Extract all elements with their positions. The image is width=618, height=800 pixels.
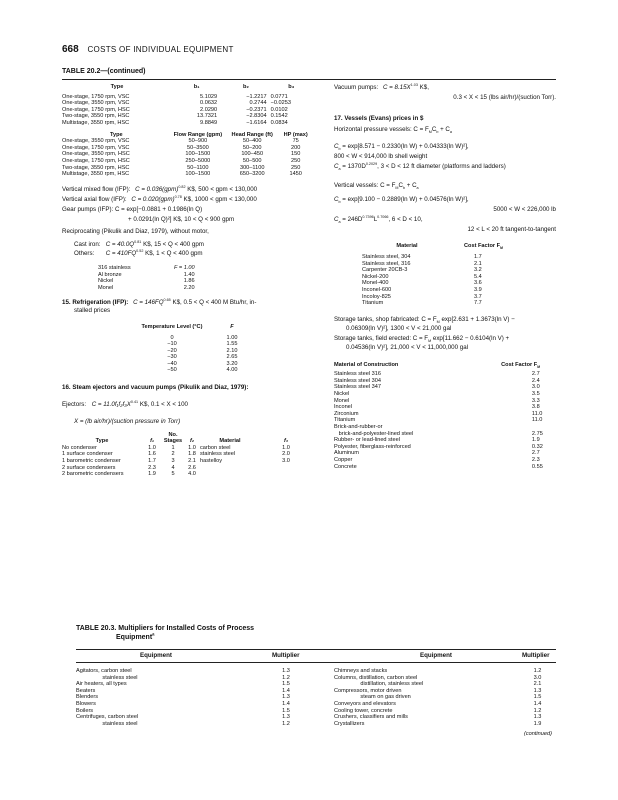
col-header: Material of Construction bbox=[334, 361, 399, 368]
col-header: b₃ bbox=[288, 84, 295, 90]
table-row: −50 4.00 bbox=[167, 367, 238, 374]
table-row: One-stage, 3550 rpm, VSC 0.0632 0.2744 −0.0253 bbox=[62, 100, 292, 107]
weight-range-1: 800 < W < 914,000 lb shell weight bbox=[334, 153, 428, 161]
vacuum-range: 0.3 < X < 15 (lbs air/hr)/(suction Torr). bbox=[453, 94, 556, 102]
ejector-factor-table bbox=[62, 432, 312, 478]
table-203-left bbox=[76, 668, 306, 727]
table-row: Stainless steel 347 3.0 bbox=[334, 384, 540, 391]
table-row: No condenser 1.0 1 1.0 carbon steel 1.0 bbox=[62, 444, 290, 451]
pump-range-table bbox=[62, 132, 312, 178]
table-row: One-stage, 1750 rpm, VSC 5.1029 −1.2217 0.0771 bbox=[62, 93, 288, 100]
col-header: Temperature Level (°C) bbox=[141, 323, 203, 330]
running-title: COSTS OF INDIVIDUAL EQUIPMENT bbox=[87, 45, 234, 54]
table-row: Cooling tower, concrete 1.2 bbox=[334, 707, 542, 714]
right-column bbox=[334, 84, 556, 470]
continued-note: (continued) bbox=[524, 731, 552, 737]
table-row: Multistage, 3550 rpm, HSC 9.8849 −1.6164 0.0834 bbox=[62, 119, 288, 126]
page-number: 668 bbox=[62, 44, 79, 55]
table-row: Centrifuges, carbon steel 1.3 bbox=[76, 714, 290, 721]
pump-b-table bbox=[62, 84, 312, 127]
table-row: Stainless steel 316 2.7 bbox=[334, 371, 540, 378]
table-203-title: TABLE 20.3. Multipliers for Installed Costs of Process Equipment$^a$ bbox=[76, 625, 255, 641]
ca-horizontal-line: $C_a = 1370D^{0.2029}$, 3 < D < 12 ft diameter (platforms and ladders) bbox=[334, 162, 506, 172]
storage-tanks-shop-2: 0.06309(ln V)²], 1300 < V < 21,000 gal bbox=[346, 324, 452, 332]
table-row: 0 1.00 bbox=[170, 334, 238, 341]
storage-tanks-field-2: 0.04536(ln V)²], 21,000 < V < 11,000,000 gal bbox=[346, 344, 469, 352]
table-row: 2 surface condensers 2.3 4 2.6 bbox=[62, 464, 196, 471]
refrigeration-line-2: stalled prices bbox=[74, 306, 111, 314]
col-header: F bbox=[230, 323, 234, 330]
col-header: Material bbox=[219, 438, 241, 445]
table-row: distillation, stainless steel 2.1 bbox=[334, 681, 542, 688]
col-header-multiplier-right: Multiplier bbox=[522, 652, 550, 659]
table-row: Carpenter 20CB-3 3.2 bbox=[362, 267, 482, 274]
table-row: Stainless steel, 316 2.1 bbox=[362, 260, 482, 267]
vessel-material-table bbox=[362, 243, 503, 306]
table-row: One-stage, 1750 rpm, HSC 2.0290 −0.2371 0.0102 bbox=[62, 106, 288, 113]
cast-iron-line: Cast iron: $C = 40.0Q^{0.81}$ K$, 15 < Q < 400 gpm bbox=[74, 239, 204, 248]
table-row: Nickel 3.5 bbox=[334, 390, 540, 397]
table-row: Zirconium 11.0 bbox=[334, 410, 543, 417]
col-header: HP (max) bbox=[283, 131, 308, 138]
horizontal-vessels-line: Horizontal pressure vessels: $C = F_MC_b + C_a$ bbox=[334, 125, 452, 134]
page-header bbox=[62, 44, 234, 55]
table-row: Two-stage, 3550 rpm, HSC 50–1100 300–1100 250 bbox=[62, 164, 301, 171]
reciprocating-line: Reciprocating (Pikulik and Diaz, 1979), without motor, bbox=[62, 227, 209, 235]
table-row: Chimneys and stacks 1.2 bbox=[334, 668, 542, 674]
table-row: Brick-and-rubber-or bbox=[334, 423, 383, 430]
table-row: steam on gas driven 1.5 bbox=[334, 694, 542, 701]
table-row: 1 barometric condenser 1.7 3 2.1 hastelloy 3.0 bbox=[62, 458, 290, 465]
table-title: TABLE 20.2—(continued) bbox=[62, 68, 146, 75]
table-row: One-stage, 3550 rpm, VSC 50–900 50–400 75 bbox=[62, 138, 299, 145]
materials-factor-table bbox=[98, 265, 195, 291]
table-row: Incoloy-825 3.7 bbox=[362, 293, 482, 300]
storage-tanks-field: Storage tanks, field erected: $C = F_M$ exp[11.662 − 0.6104(ln V) + bbox=[334, 335, 510, 344]
col-header: Head Range (ft) bbox=[231, 131, 273, 138]
gear-pumps-line: Gear pumps (IFP): C = exp[−0.0881 + 0.1986(ln Q) bbox=[62, 206, 203, 214]
table-row: Two-stage, 3550 rpm, HSC 13.7321 −2.8304 0.1542 bbox=[62, 113, 288, 120]
table-row: brick-and-polyester-lined steel 2.75 bbox=[334, 430, 543, 437]
table-row: stainless steel 1.2 bbox=[76, 674, 290, 681]
col-header: Type bbox=[95, 438, 109, 445]
table-203-right bbox=[334, 668, 556, 727]
vacuum-pumps-line: Vacuum pumps: $C = 8.15X^{1.03}$ K$, bbox=[334, 82, 429, 91]
table-row: Aluminum 2.7 bbox=[334, 450, 540, 457]
table-row: Compressors, motor driven 1.3 bbox=[334, 687, 542, 694]
table-row: Conveyors and elevators 1.4 bbox=[334, 700, 542, 707]
table-203-rule-top bbox=[76, 649, 556, 650]
table-row: Titanium 7.7 bbox=[362, 300, 482, 307]
x-definition: X = (lb air/hr)/(suction pressure in Torr) bbox=[74, 418, 181, 426]
length-range: 12 < L < 20 ft tangent-to-tangent bbox=[467, 226, 556, 234]
table-row: 2 barometric condensers 1.9 5 4.0 bbox=[62, 471, 196, 478]
left-column bbox=[62, 84, 312, 478]
ca-vertical-line: $C_a = 246D^{0.7396}L^{0.7066}$, 6 < D < 10, bbox=[334, 214, 423, 225]
table-row: Monel 3.3 bbox=[334, 397, 540, 404]
table-row: Boilers 1.5 bbox=[76, 707, 290, 714]
col-header: b₁ bbox=[193, 84, 200, 90]
col-header: f₂ bbox=[190, 438, 194, 445]
gear-pumps-line-2: + 0.0291(ln Q)²] K$, 10 < Q < 900 gpm bbox=[128, 216, 235, 224]
vertical-vessels-line: Vertical vessels: $C = F_MC_b + C_a$ bbox=[334, 182, 419, 191]
top-rule bbox=[62, 79, 556, 80]
col-header: b₂ bbox=[242, 84, 249, 90]
col-header: Material bbox=[396, 243, 418, 250]
table-row: Concrete 0.55 bbox=[334, 463, 543, 470]
col-header: Flow Range (gpm) bbox=[173, 131, 223, 138]
storage-tanks-shop: Storage tanks, shop fabricated: $C = F_M$ exp[2.631 + 1.3673(ln V) − bbox=[334, 315, 515, 325]
table-row: Al bronze 1.40 bbox=[98, 271, 195, 278]
table-row: −30 2.65 bbox=[167, 354, 238, 361]
table-row: −40 3.20 bbox=[167, 360, 238, 367]
table-row: One-stage, 3550 rpm, HSC 100–1500 100–450 150 bbox=[62, 151, 301, 158]
table-row: Monel 2.20 bbox=[98, 284, 195, 291]
table-row: Nickel-200 5.4 bbox=[362, 273, 482, 280]
axial-flow-line: Vertical axial flow (IFP): C = 0.020(gpm)$^{0.78}$ K$, 1000 < gpm < 130,000 bbox=[62, 194, 257, 203]
ejectors-line: Ejectors: $C = 11.0f_1f_2f_3X^{0.41}$ K$, 0.1 < X < 100 bbox=[62, 400, 188, 409]
cb-vertical-line: $C_b = \exp[9.100 - 0.2889(\ln$ W) + 0.04576(ln W)²], bbox=[334, 195, 469, 204]
table-row: Inconel 3.8 bbox=[334, 404, 540, 411]
table-row: Crystallizers 1.9 bbox=[334, 720, 542, 727]
table-row: Blowers 1.4 bbox=[76, 700, 290, 707]
table-row: Agitators, carbon steel 1.3 bbox=[76, 668, 290, 674]
table-row: Blenders 1.3 bbox=[76, 694, 290, 701]
col-header: No. Stages bbox=[163, 431, 183, 445]
col-header-equipment-right: Equipment bbox=[420, 652, 452, 659]
weight-range-2: 5000 < W < 226,000 lb bbox=[493, 205, 556, 213]
col-header-multiplier-left: Multiplier bbox=[272, 652, 300, 659]
table-row: Rubber- or lead-lined steel 1.9 bbox=[334, 437, 540, 444]
col-header: Cost Factor $F_M$ bbox=[464, 243, 503, 251]
col-header: Type bbox=[110, 131, 123, 138]
col-header: f₁ bbox=[150, 438, 154, 445]
table-row: Stainless steel 304 2.4 bbox=[334, 377, 540, 384]
table-row: Nickel 1.86 bbox=[98, 278, 195, 285]
cb-horizontal-line: $C_b = \exp[8.571 - 0.2330(\ln$ W) + 0.04333(ln W)²], bbox=[334, 142, 469, 152]
table-row: stainless steel 1.2 bbox=[76, 720, 290, 727]
table-row: Air heaters, all types 1.5 bbox=[76, 681, 290, 688]
temperature-table bbox=[132, 324, 252, 374]
table-row: 1 surface condenser 1.6 2 1.8 stainless steel 2.0 bbox=[62, 451, 290, 458]
table-row: Titanium 11.0 bbox=[334, 417, 543, 424]
table-row: Monel-400 3.6 bbox=[362, 280, 482, 287]
table-row: 316 stainless F = 1.00 bbox=[98, 265, 195, 272]
steam-ejectors-title: 16. Steam ejectors and vacuum pumps (Pikulik and Diaz, 1979): bbox=[62, 384, 249, 392]
table-row: Crushers, classifiers and mills 1.3 bbox=[334, 714, 542, 721]
refrigeration-line: 15. Refrigeration (IFP): $C = 146FQ^{0.65}$ K$, 0.5 < Q < 400 M Btu/hr, in- bbox=[62, 297, 257, 306]
construction-material-table bbox=[334, 362, 556, 471]
table-row: Multistage, 3550 rpm, HSC 100–1500 650–3200 1450 bbox=[62, 171, 302, 178]
table-row: Stainless steel, 304 1.7 bbox=[362, 254, 482, 261]
col-header-equipment-left: Equipment bbox=[140, 652, 172, 659]
table-row: Copper 2.3 bbox=[334, 456, 540, 463]
vessels-title: 17. Vessels (Evans) prices in $ bbox=[334, 115, 424, 123]
table-row: −10 1.55 bbox=[167, 341, 238, 348]
table-row: Polyester, fiberglass-reinforced 0.32 bbox=[334, 443, 543, 450]
table-row: −20 2.10 bbox=[167, 347, 238, 354]
table-row: Inconel-600 3.9 bbox=[362, 287, 482, 293]
col-header: Type bbox=[110, 84, 124, 90]
table-row: Beaters 1.4 bbox=[76, 687, 290, 694]
table-row: Columns, distillation, carbon steel 3.0 bbox=[334, 674, 542, 681]
others-line: Others: $C = 410FQ^{0.52}$ K$, 1 < Q < 400 gpm bbox=[74, 248, 203, 257]
table-row: One-stage, 1750 rpm, VSC 50–3500 50–200 200 bbox=[62, 144, 301, 151]
mixed-flow-line: Vertical mixed flow (IFP): C = 0.036(gpm)$^{0.82}$ K$, 500 < gpm < 130,000 bbox=[62, 184, 258, 193]
table-row: One-stage, 1750 rpm, HSC 250–5000 50–500 250 bbox=[62, 157, 301, 164]
col-header: Cost Factor $F_M$ bbox=[501, 361, 540, 369]
table-203-rule-mid bbox=[76, 662, 556, 663]
col-header: f₃ bbox=[283, 438, 289, 445]
